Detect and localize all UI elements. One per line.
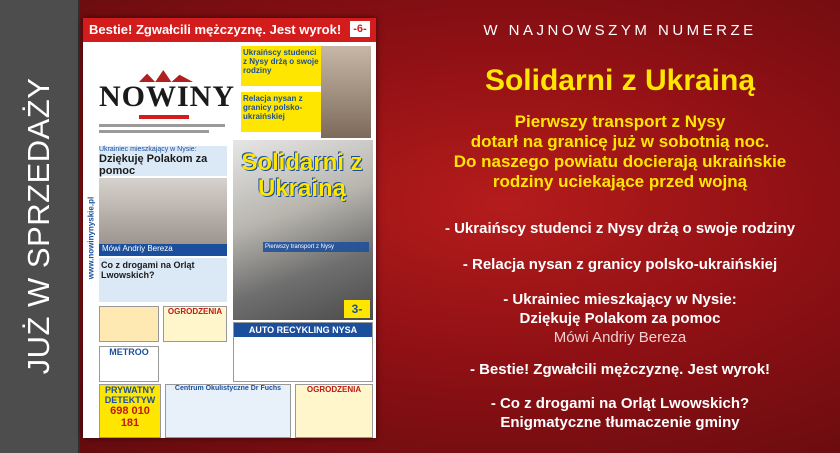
left-kicker: Ukrainiec mieszkający w Nysie: [99, 146, 197, 153]
cover-main-lead: Pierwszy transport z Nysy [263, 242, 369, 252]
newspaper-cover[interactable] [83, 18, 376, 438]
eye-clinic-ad: Centrum Okulistyczne Dr Fuchs [165, 384, 291, 438]
small-ad [99, 306, 159, 342]
masthead-info-line [99, 124, 225, 127]
lead-line: rodziny uciekające przed wojną [492, 172, 748, 191]
cover-main-page: 3- [344, 300, 370, 318]
masthead-logo [99, 70, 236, 118]
left-article-photo [99, 178, 227, 244]
fence-ad-2: OGRODZENIA [295, 384, 373, 438]
article-item[interactable] [400, 255, 840, 274]
side-banner [0, 0, 78, 453]
article-item-text: - Relacja nysan z granicy polsko-ukraińskiej [462, 256, 778, 273]
cover-top-headline: Bestie! Zgwałcili mężczyznę. Jest wyrok! [89, 22, 342, 37]
cover-side-url [86, 48, 96, 428]
article-item[interactable] [400, 394, 840, 432]
detective-phone: 698 010 181 [110, 405, 150, 429]
promo-students-text: Ukraińscy studenci z Nysy drżą o swoje rodziny [241, 46, 321, 86]
article-item-text: Dziękuję Polakom za pomoc [519, 310, 721, 327]
masthead-name: NOWINY [99, 80, 236, 113]
cover-main-photo [233, 140, 373, 320]
promo-photo [321, 46, 371, 138]
article-item[interactable] [400, 290, 840, 347]
lead-line: Pierwszy transport z Nysy [514, 112, 726, 131]
article-item-subtext: Mówi Andriy Bereza [553, 329, 687, 346]
left-headline: Dziękuję Polakom za pomoc [99, 153, 208, 177]
headline-title: Solidarni z Ukrainą [484, 64, 756, 97]
left-article-caption: Mówi Andriy Bereza [99, 244, 227, 256]
headline-lead [405, 112, 835, 192]
masthead-info-line [99, 130, 209, 133]
detective-ad [99, 384, 161, 438]
lead-line: Do naszego powiatu docierają ukraińskie [453, 152, 787, 171]
cover-top-page: -6- [350, 21, 370, 37]
divider [78, 0, 80, 453]
masthead-underline [139, 115, 189, 119]
left-question-box: Co z drogami na Orląt Lwowskich? [99, 258, 227, 302]
promo-border-text: Relacja nysan z granicy polsko-ukraińskiej [241, 92, 321, 132]
metroo-ad: METROO [99, 346, 159, 382]
cover-bottom-ads [99, 384, 373, 438]
article-item-text: - Ukrainiec mieszkający w Nysie: [503, 291, 737, 308]
article-item-text: Enigmatyczne tłumaczenie gminy [500, 414, 740, 431]
fence-ad: OGRODZENIA [163, 306, 227, 342]
cover-side-url-text: www.nowinynyskie.pl [86, 196, 96, 280]
detective-title: PRYWATNY DETEKTYW [104, 385, 156, 405]
section-kicker: W NAJNOWSZYM NUMERZE [483, 22, 757, 39]
side-banner-text: JUŻ W SPRZEDAŻY [21, 77, 56, 375]
article-item[interactable] [400, 360, 840, 379]
left-article-head [99, 146, 227, 176]
cover-top-bar [83, 18, 376, 42]
article-item[interactable] [400, 219, 840, 238]
article-item-text: - Co z drogami na Orląt Lwowskich? [490, 395, 750, 412]
auto-recycling-ad [233, 322, 373, 382]
article-item-text: - Bestie! Zgwałcili mężczyznę. Jest wyrok! [469, 361, 771, 378]
lead-line: dotarł na granicę już w sobotnią noc. [470, 132, 770, 151]
cover-promo-students [241, 46, 371, 138]
auto-recycling-title: AUTO RECYKLING NYSA [234, 323, 372, 337]
cover-main-title: Solidarni z Ukrainą [241, 149, 363, 202]
article-item-text: - Ukraińscy studenci z Nysy drżą o swoje rodziny [444, 220, 796, 237]
